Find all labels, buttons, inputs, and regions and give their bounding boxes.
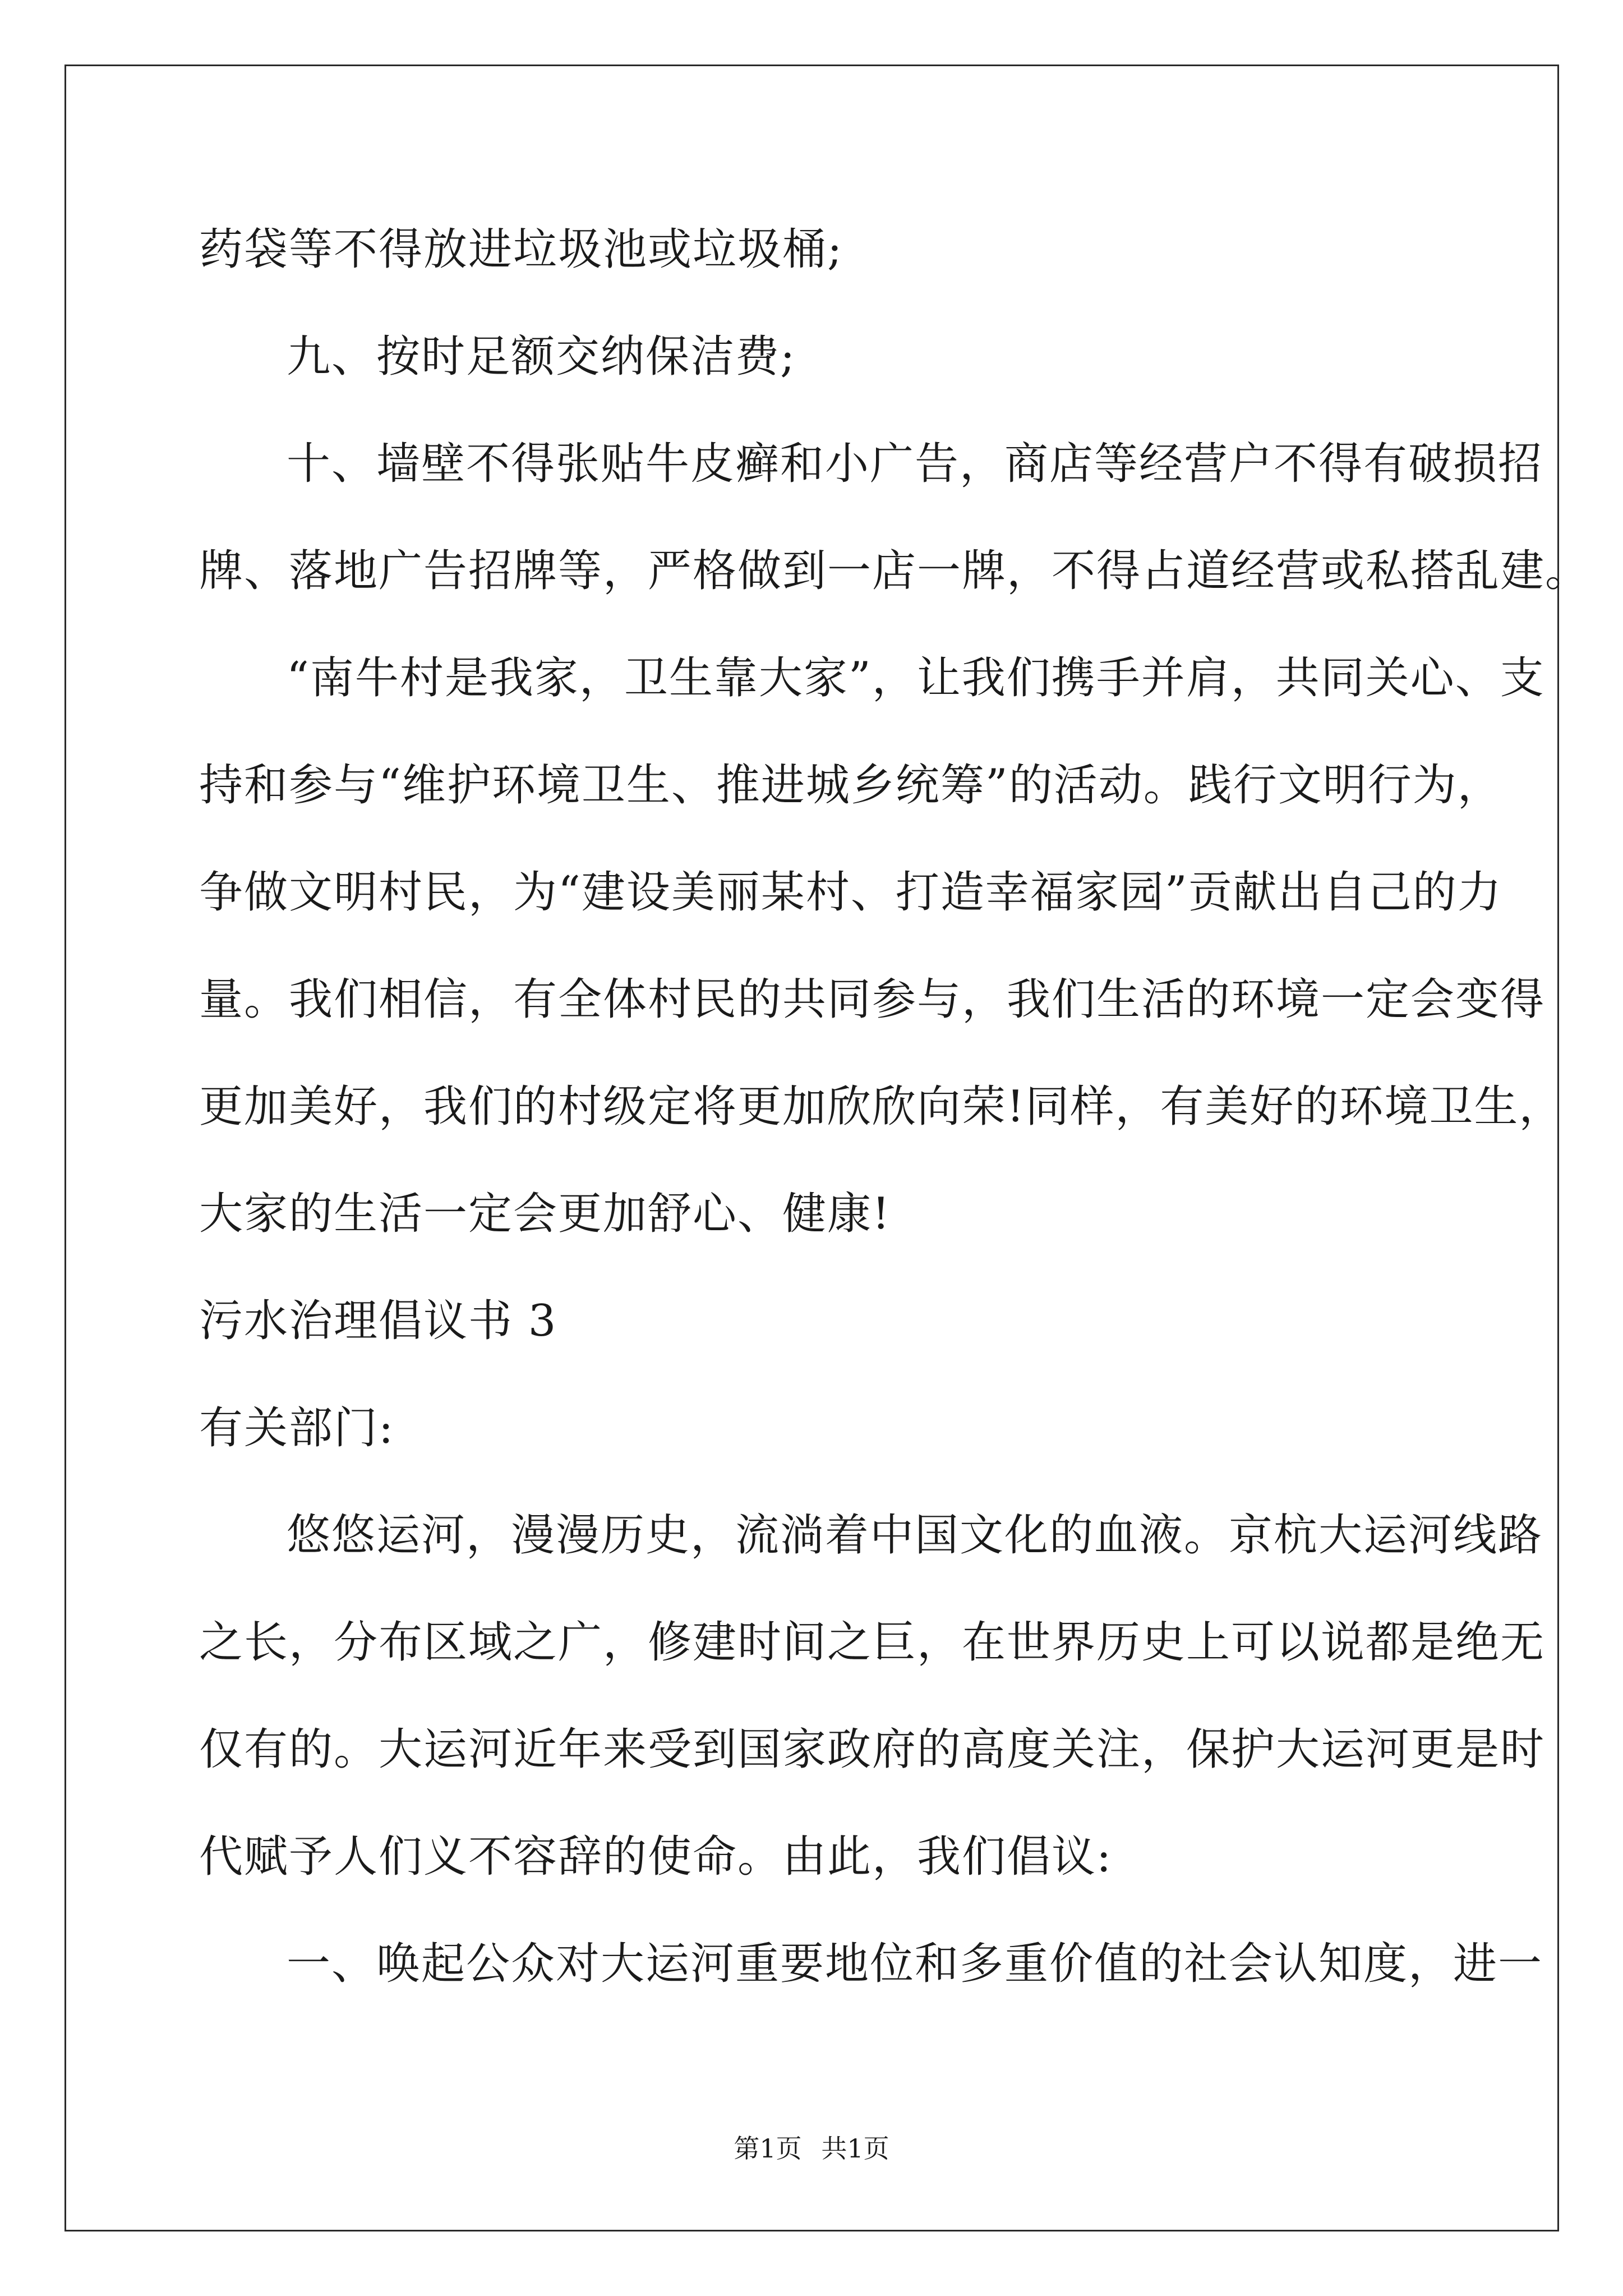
page-total: 共1页 <box>821 2133 889 2164</box>
text-line-2: 九、按时足额交纳保洁费; <box>287 332 796 382</box>
text-line-4: 牌、落地广告招牌等，严格做到一店一牌，不得占道经营或私搭乱建。 <box>199 546 1590 596</box>
salutation: 有关部门: <box>199 1403 395 1453</box>
page-footer <box>0 2132 1623 2165</box>
text-line-13: 悠悠运河，漫漫历史，流淌着中国文化的血液。京杭大运河线路 <box>287 1510 1543 1561</box>
text-line-10: 大家的生活一定会更加舒心、健康! <box>199 1189 891 1239</box>
text-line-17: 一、唤起公众对大运河重要地位和多重价值的社会认知度，进一 <box>287 1939 1543 1989</box>
text-line-15: 仅有的。大运河近年来受到国家政府的高度关注，保护大运河更是时 <box>199 1724 1546 1775</box>
text-line-16: 代赋予人们义不容辞的使命。由此，我们倡议: <box>199 1832 1113 1882</box>
text-line-9: 更加美好，我们的村级定将更加欣欣向荣!同样，有美好的环境卫生， <box>199 1082 1564 1132</box>
text-line-1: 药袋等不得放进垃圾池或垃圾桶; <box>199 224 843 275</box>
text-line-8: 量。我们相信，有全体村民的共同参与，我们生活的环境一定会变得 <box>199 974 1546 1025</box>
document-body <box>199 196 1590 2018</box>
text-line-3: 十、墙壁不得张贴牛皮癣和小广告，商店等经营户不得有破损招 <box>287 439 1543 489</box>
section-heading: 污水治理倡议书 3 <box>199 1296 557 1346</box>
page-number: 第1页 <box>734 2133 802 2164</box>
text-line-6: 持和参与“维护环境卫生、推进城乡统筹”的活动。践行文明行为， <box>199 760 1502 811</box>
text-line-14: 之长，分布区域之广，修建时间之巨，在世界历史上可以说都是绝无 <box>199 1617 1546 1668</box>
text-line-5: “南牛村是我家，卫生靠大家”，让我们携手并肩，共同关心、支 <box>287 653 1545 703</box>
text-line-7: 争做文明村民，为“建设美丽某村、打造幸福家园”贡献出自己的力 <box>199 867 1502 918</box>
